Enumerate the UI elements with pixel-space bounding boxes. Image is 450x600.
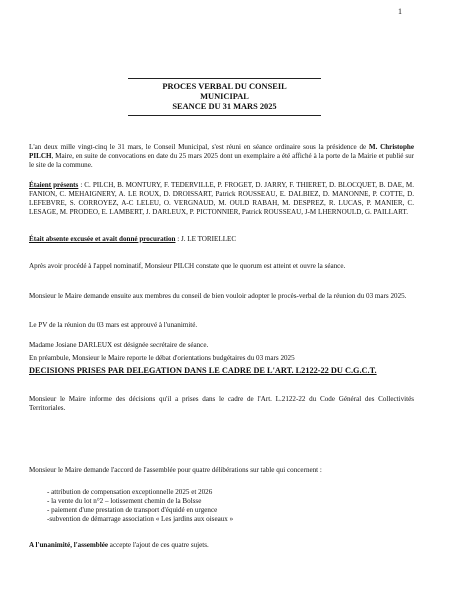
request-paragraph: Monsieur le Maire demande l'accord de l'assemblée pour quatre délibérations sur table qui concernent : xyxy=(29,466,322,474)
president-name: M. Christophe PILCH xyxy=(29,143,414,161)
intro-rest: , Maire, en suite de convocations en date du 25 mars 2025 dont un exemplaire a été affiché à la porte de la Mairie et publié sur le site de la commune. xyxy=(29,152,414,170)
list-item: - paiement d'une prestation de transport d'équidé en urgence xyxy=(47,506,218,514)
list-item: -subvention de démarrage association « Les jardins aux oiseaux » xyxy=(47,515,234,523)
title-line-3: SEANCE DU 31 MARS 2025 xyxy=(172,102,277,111)
list-item: - la vente du lot n°2 – lotissement chemin de la Bolsse xyxy=(47,497,202,505)
decisions-heading: DECISIONS PRISES PAR DELEGATION DANS LE CADRE DE L'ART. L2122-22 DU C.G.C.T. xyxy=(29,366,377,375)
closing-paragraph xyxy=(29,541,414,550)
absent-names: : J. LE TORIELLEC xyxy=(175,235,237,243)
decisions-paragraph: Monsieur le Maire informe des décisions qu'il a prises dans le cadre de l'Art. L.2122-22 du Code Général des Collectivités Territoriales. xyxy=(29,395,414,413)
approval-request-paragraph: Monsieur le Maire demande ensuite aux membres du conseil de bien vouloir adopter le procès-verbal de la réunion du 03 mars 2025. xyxy=(29,292,407,300)
list-item: - attribution de compensation exceptionnelle 2025 et 2026 xyxy=(47,488,213,496)
present-label: Étaient présents xyxy=(29,181,79,189)
present-members xyxy=(29,181,414,217)
title-line-1: PROCES VERBAL DU CONSEIL xyxy=(162,82,287,91)
secretary-paragraph: Madame Josiane DARLEUX est désignée secrétaire de séance. xyxy=(29,341,209,349)
intro-paragraph xyxy=(29,143,414,170)
approval-paragraph: Le PV de la réunion du 03 mars est approuvé à l'unanimité. xyxy=(29,321,198,329)
absent-members xyxy=(29,235,414,244)
title-line-2: MUNICIPAL xyxy=(200,92,249,101)
deliberations-list xyxy=(47,488,407,524)
closing-bold: A l'unanimité, l'assemblée xyxy=(29,541,109,549)
absent-label: Était absente excusée et avait donné procuration xyxy=(29,235,176,243)
closing-rest: accepte l'ajout de ces quatre sujets. xyxy=(108,541,209,549)
intro-opening: L'an deux mille vingt-cinq le 31 mars, le Conseil Municipal, s'est réuni en séance ordinaire sous la présidence de xyxy=(29,143,369,151)
roll-call-paragraph: Après avoir procédé à l'appel nominatif, Monsieur PILCH constate que le quorum est atteint et ouvre la séance. xyxy=(29,262,346,270)
preamble-paragraph: En préambule, Monsieur le Maire reporte le débat d'orientations budgétaires du 03 mars 2025 xyxy=(29,354,295,362)
present-names: : C. PILCH, B. MONTURY, F. TEDERVILLE, P. FROGET, D. JARRY, F. THIERET, D. BLOCQUET, B. DAE, M. FANION, C. MEHAIGNERY, A. LE ROUX, D. DROISSART, Patrick ROUSSEAU, E. DALBIEZ, D. MANONNE, P. COTTE, D. LEFEBVRE, S. CORROYEZ, A-C LELEU, O. VERGNAUD, M. OULD RABAH, M. DESPREZ, R. LUCAS, P. MANIER, C. LESAGE, M. PRODEO, E. LAMBERT, J. DARLEUX, P. PICTONNIER, Patrick ROUSSEAU, J-M LHERNOULD, G. PAILLART. xyxy=(29,181,414,217)
document-title xyxy=(128,78,321,116)
page-number: 1 xyxy=(398,7,402,16)
